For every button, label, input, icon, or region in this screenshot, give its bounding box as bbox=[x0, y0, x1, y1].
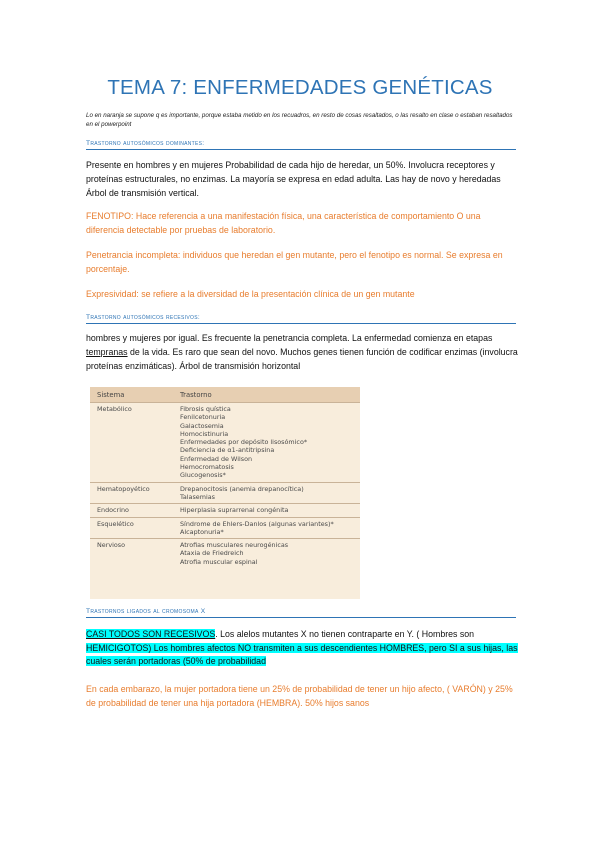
recessive-disorders-table bbox=[90, 387, 360, 599]
recessive-text-underlined: tempranas bbox=[86, 347, 128, 357]
disorder-item: Hemocromatosis bbox=[180, 463, 234, 472]
expresividad-paragraph: Expresividad: se refiere a la diversidad de la presentación clínica de un gen mutante bbox=[86, 289, 415, 299]
table-row bbox=[90, 482, 360, 504]
disorder-item: Galactosemia bbox=[180, 421, 224, 430]
disorder-item: Síndrome de Ehlers-Danlos (algunas variantes)* bbox=[180, 519, 334, 528]
table-header-system: Sistema bbox=[97, 390, 125, 399]
table-cell-disorders bbox=[178, 504, 360, 516]
section-heading-recessive: Trastorno autosómicos recesivos: bbox=[86, 314, 516, 324]
disorder-item: Atrofia muscular espinal bbox=[180, 557, 258, 566]
table-row bbox=[90, 517, 360, 539]
recessive-text-after: de la vida. Es raro que sean del novo. Muchos genes tienen función de codificar enzimas (involucra proteínas enzimáticas). Árbol de transmisión horizontal bbox=[86, 347, 518, 371]
table-row bbox=[90, 538, 360, 568]
table-cell-system: Endocrino bbox=[97, 506, 129, 515]
disorder-item: Fenilcetonuria bbox=[180, 413, 226, 422]
penetrancia-paragraph: Penetrancia incompleta: individuos que heredan el gen mutante, pero el fenotipo es normal. Se expresa en porcentaje. bbox=[86, 250, 503, 274]
disorder-item: Ataxia de Friedreich bbox=[180, 549, 244, 558]
table-cell-system: Metabólico bbox=[97, 405, 132, 413]
disorder-item: Atrofias musculares neurogénicas bbox=[180, 541, 289, 550]
table-cell-system: Esquelético bbox=[97, 519, 134, 528]
table-row bbox=[90, 503, 360, 516]
recessive-text-before: hombres y mujeres por igual. Es frecuente la penetrancia completa. La enfermedad comienza en etapas bbox=[86, 333, 493, 343]
table-body bbox=[90, 402, 360, 568]
disorder-item: Homocistinuria bbox=[180, 429, 229, 438]
intro-note: Lo en naranja se supone q es importante, porque estaba metido en los recuadros, en resto de cosas resaltados, o las resalto en clase o estaban resaltados en el powerpoint bbox=[86, 112, 513, 128]
table-cell-disorders bbox=[178, 539, 360, 568]
x-linked-text-mid: . Los alelos mutantes X no tienen contraparte en Y. ( Hombres son bbox=[215, 629, 475, 639]
x-linked-highlight-1 bbox=[86, 629, 215, 639]
section-heading-dominant: Trastorno autosómicos dominantes: bbox=[86, 140, 516, 150]
dominant-paragraph: Presente en hombres y en mujeres Probabilidad de cada hijo de heredar, un 50%. Involucra receptores y proteínas estructurales, no enzimas. La mayoría se expresa en edad adulta. Las hay de novo y heredadas Árbol de transmisión vertical. bbox=[86, 160, 501, 198]
section-heading-x-linked: Trastornos ligados al cromosoma X bbox=[86, 608, 516, 618]
table-cell-disorders bbox=[178, 483, 360, 504]
disorder-item: Hiperplasia suprarrenal congénita bbox=[180, 506, 289, 515]
x-linked-recessive-note: CASI TODOS SON RECESIVOS bbox=[86, 629, 216, 639]
disorder-item: Enfermedades por depósito lisosómico* bbox=[180, 438, 308, 447]
x-linked-highlight-2: HEMICIGOTOS) Los hombres afectos NO transmiten a sus descendientes HOMBRES, pero SI a sus hijas, las cuales serán portadoras (50% de probabilidad bbox=[86, 642, 518, 666]
table-cell-disorders bbox=[178, 403, 360, 482]
x-linked-paragraph bbox=[86, 628, 518, 669]
disorder-item: Glucogenosis* bbox=[180, 471, 226, 480]
table-cell-disorders bbox=[178, 518, 360, 539]
disorder-item: Deficiencia de α1-antitripsina bbox=[180, 446, 275, 455]
page-title: TEMA 7: ENFERMEDADES GENÉTICAS bbox=[107, 76, 493, 99]
disorder-item: Drepanocitosis (anemia drepanocítica) bbox=[180, 484, 304, 493]
disorder-item: Enfermedad de Wilson bbox=[180, 454, 253, 463]
table-header-disorder: Trastorno bbox=[180, 390, 212, 399]
x-linked-probability-paragraph: En cada embarazo, la mujer portadora tiene un 25% de probabilidad de tener un hijo afecto, ( VARÓN) y 25% de probabilidad de tener una hija portadora (HEMBRA). 50% hijos sanos bbox=[86, 684, 513, 708]
recessive-paragraph bbox=[86, 331, 518, 373]
fenotipo-paragraph: FENOTIPO: Hace referencia a una manifestación física, una característica de comportamiento O una diferencia detectable por pruebas de laboratorio. bbox=[86, 211, 481, 235]
disorder-item: Alcaptonuria* bbox=[180, 527, 224, 536]
table-cell-system: Nervioso bbox=[97, 541, 126, 550]
table-header-row bbox=[90, 387, 360, 402]
table-row bbox=[90, 402, 360, 482]
table-cell-system: Hematopoyético bbox=[97, 484, 150, 493]
disorder-item: Talasemias bbox=[180, 492, 215, 501]
disorder-item: Fibrosis quística bbox=[180, 405, 231, 413]
